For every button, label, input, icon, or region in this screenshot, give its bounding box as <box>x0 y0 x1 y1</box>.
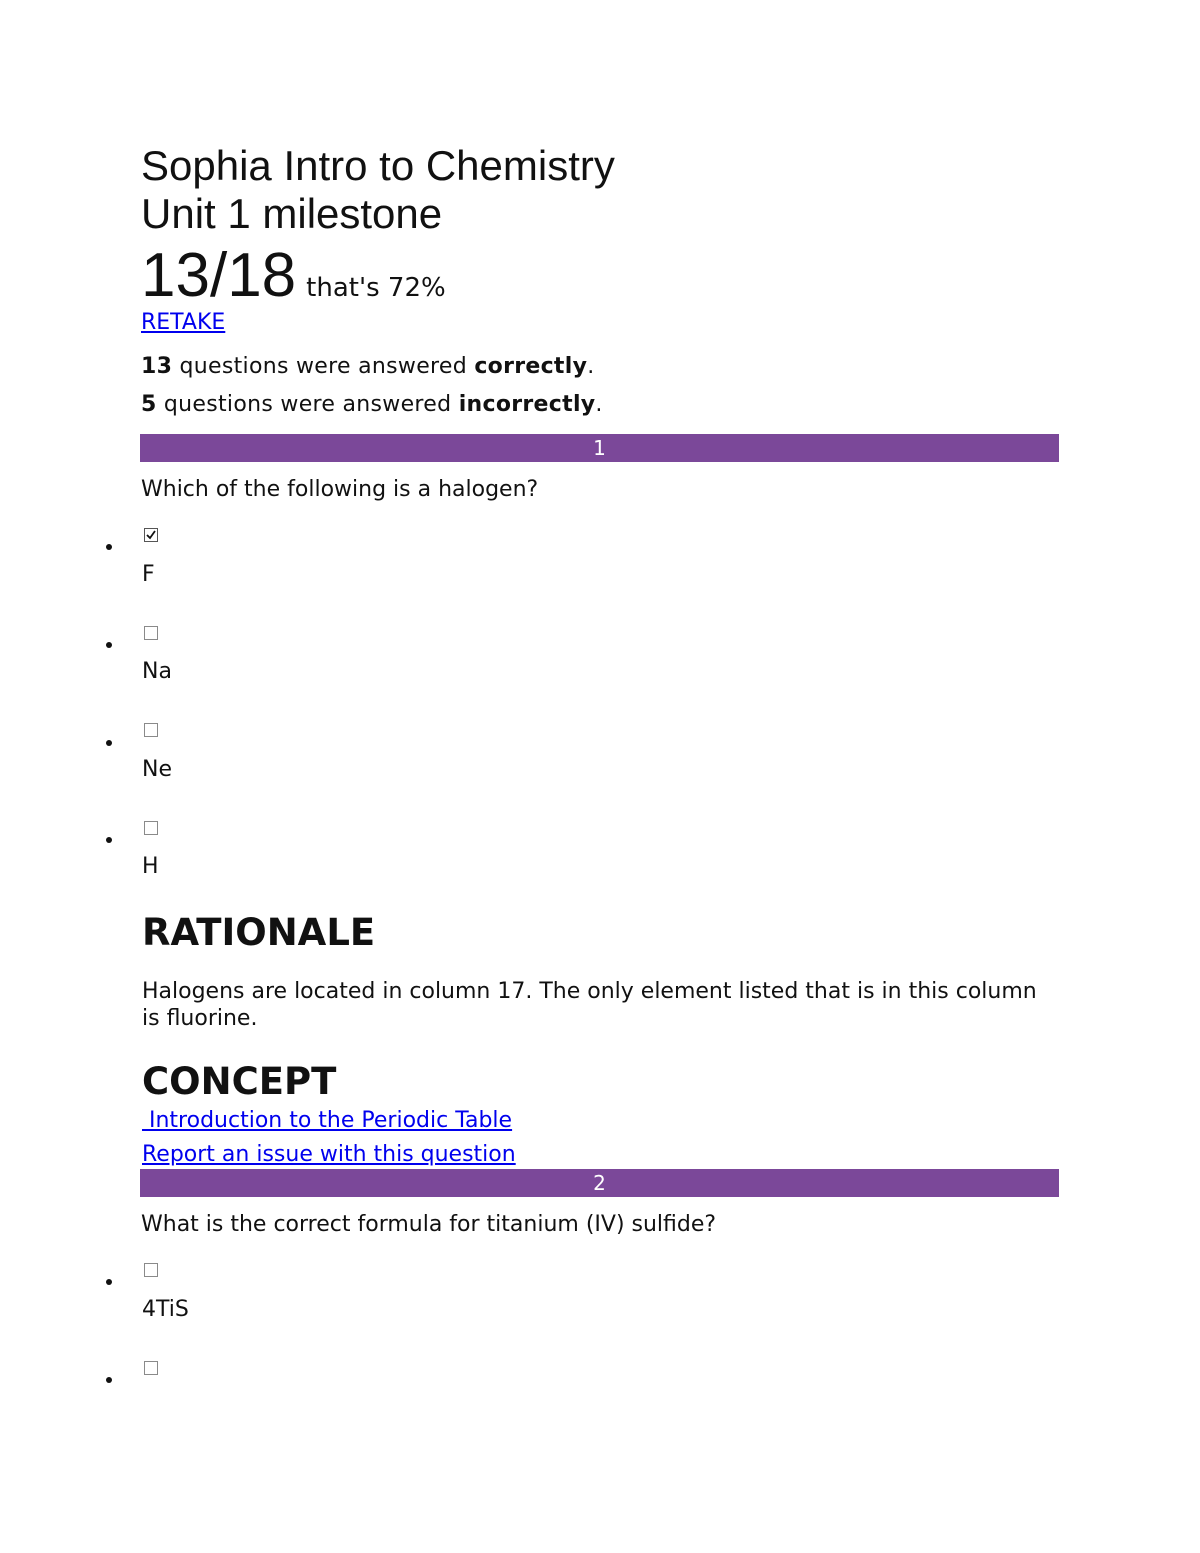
bullet-icon <box>106 1279 112 1285</box>
checkmark-icon <box>145 529 157 541</box>
score-row <box>141 241 446 310</box>
rationale-heading: RATIONALE <box>142 911 376 954</box>
correct-period: . <box>587 354 595 379</box>
summary-correct <box>141 354 595 379</box>
bullet-icon <box>106 837 112 843</box>
page-title-line1: Sophia Intro to Chemistry <box>141 142 615 189</box>
report-issue-link[interactable]: Report an issue with this question <box>142 1142 516 1167</box>
bullet-icon <box>106 1377 112 1383</box>
retake-link[interactable]: RETAKE <box>141 310 226 335</box>
question-2-text: What is the correct formula for titanium (IV) sulfide? <box>141 1212 717 1237</box>
option-na-label: Na <box>142 659 172 684</box>
incorrect-period: . <box>595 392 603 417</box>
correct-count: 13 <box>141 354 173 379</box>
score-value: 13/18 <box>141 241 297 310</box>
option-ne-checkbox[interactable] <box>144 723 158 737</box>
bullet-icon <box>106 642 112 648</box>
concept-heading: CONCEPT <box>142 1060 337 1103</box>
bullet-icon <box>106 544 112 550</box>
score-percent: that's 72% <box>306 273 446 303</box>
question-1-number-bar: 1 <box>140 434 1059 462</box>
rationale-text: Halogens are located in column 17. The only element listed that is in this column is fluorine. <box>142 979 1037 1031</box>
incorrect-text: questions were answered <box>156 392 459 417</box>
option-h-checkbox[interactable] <box>144 821 158 835</box>
option-4tis-checkbox[interactable] <box>144 1263 158 1277</box>
page-title-line2: Unit 1 milestone <box>141 190 443 237</box>
option-2-checkbox[interactable] <box>144 1361 158 1375</box>
option-h-label: H <box>142 854 159 879</box>
incorrect-word: incorrectly <box>458 392 596 417</box>
question-1-text: Which of the following is a halogen? <box>141 477 539 502</box>
correct-text: questions were answered <box>172 354 475 379</box>
option-f-checkbox[interactable] <box>144 528 158 542</box>
option-4tis-label: 4TiS <box>142 1297 189 1322</box>
summary-incorrect <box>141 392 603 417</box>
option-f-label: F <box>142 562 155 587</box>
incorrect-count: 5 <box>141 392 157 417</box>
bullet-icon <box>106 740 112 746</box>
concept-link[interactable]: Introduction to the Periodic Table <box>142 1108 513 1133</box>
option-ne-label: Ne <box>142 757 172 782</box>
correct-word: correctly <box>474 354 588 379</box>
question-2-number-bar: 2 <box>140 1169 1059 1197</box>
option-na-checkbox[interactable] <box>144 626 158 640</box>
